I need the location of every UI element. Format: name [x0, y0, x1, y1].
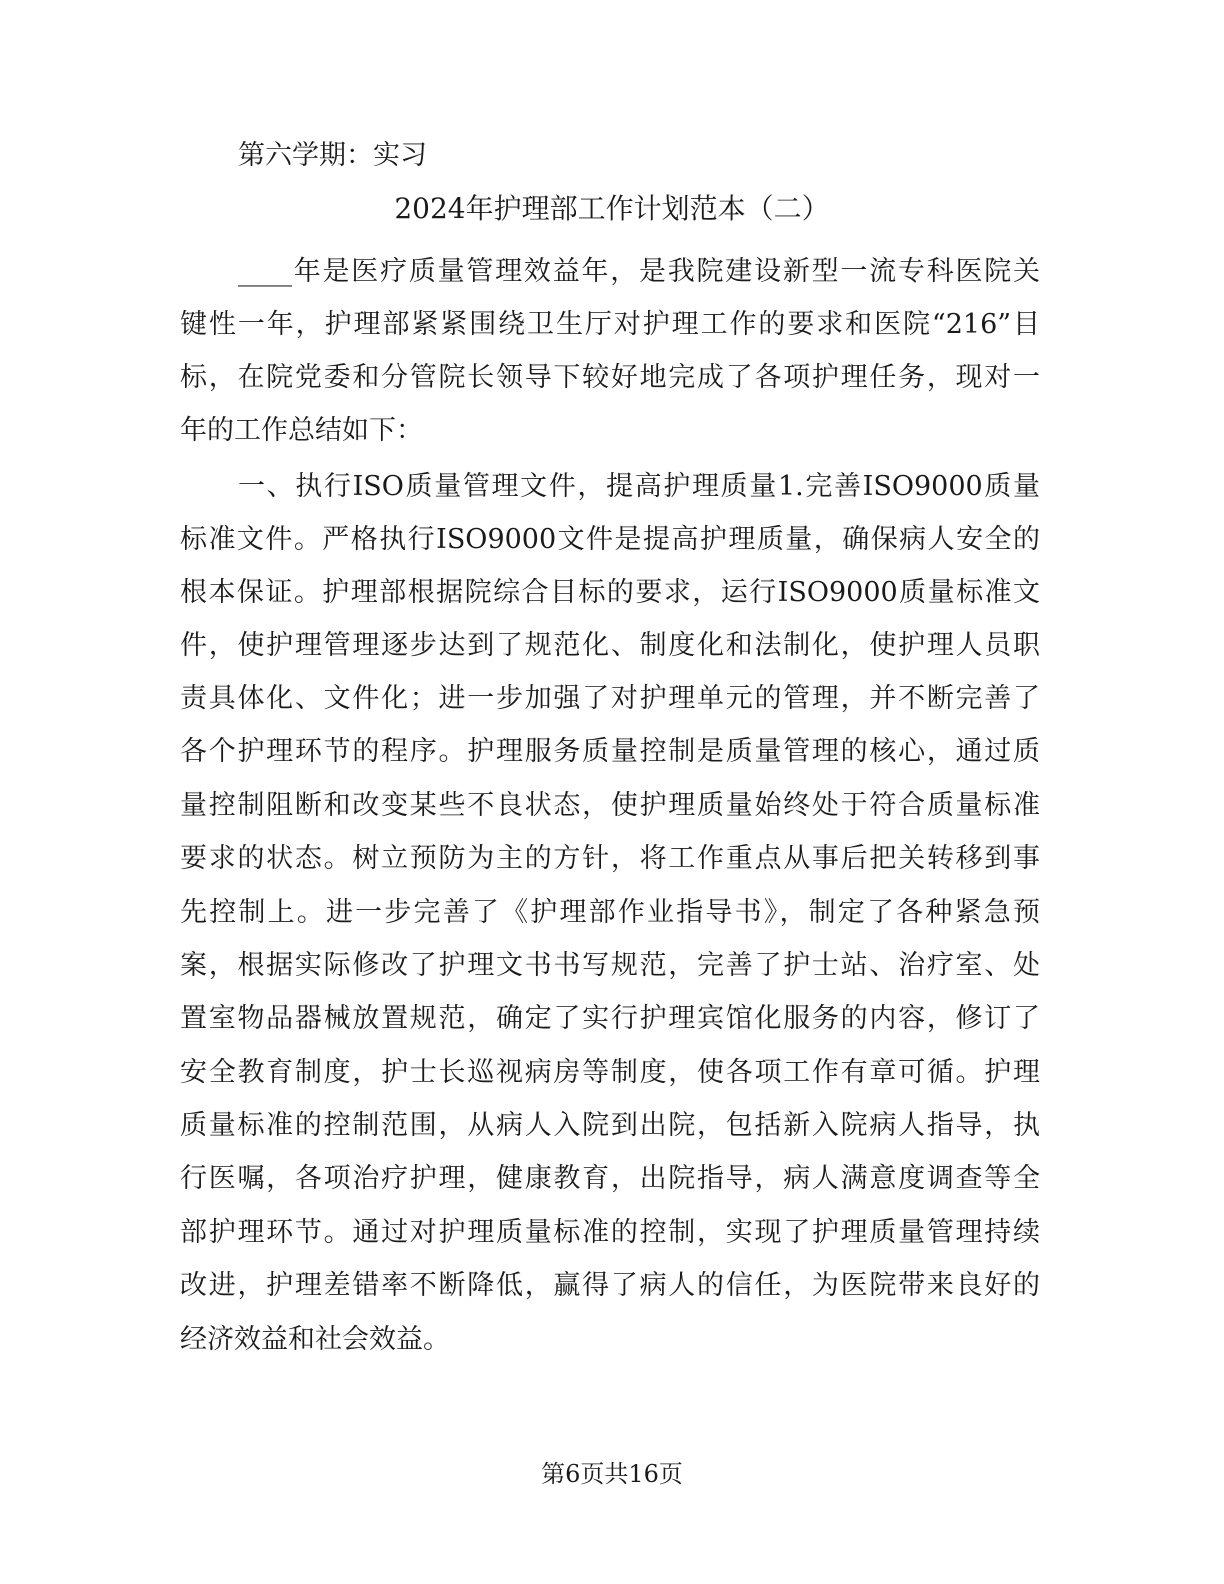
paragraph-2-line: 改进，护理差错率不断降低，赢得了病人的信任，为医院带来良好的	[180, 1270, 1040, 1301]
paragraph-1-line: ____年是医疗质量管理效益年，是我院建设新型一流专科医院关	[238, 256, 1040, 287]
semester-heading: 第六学期：实习	[238, 140, 427, 171]
paragraph-2-line: 行医嘱，各项治疗护理，健康教育，出院指导，病人满意度调查等全	[180, 1163, 1040, 1194]
paragraph-2-line: 根本保证。护理部根据院综合目标的要求，运行ISO9000质量标准文	[180, 577, 1040, 608]
paragraph-2-line: 件，使护理管理逐步达到了规范化、制度化和法制化，使护理人员职	[180, 630, 1040, 661]
paragraph-2-line: 量控制阻断和改变某些不良状态，使护理质量始终处于符合质量标准	[180, 790, 1040, 821]
paragraph-2-line: 案，根据实际修改了护理文书书写规范，完善了护士站、治疗室、处	[180, 950, 1040, 981]
paragraph-2-line: 质量标准的控制范围，从病人入院到出院，包括新入院病人指导，执	[180, 1110, 1040, 1141]
paragraph-2-line: 经济效益和社会效益。	[180, 1324, 450, 1355]
paragraph-2-line: 标准文件。严格执行ISO9000文件是提高护理质量，确保病人安全的	[180, 524, 1040, 555]
paragraph-2-line: 各个护理环节的程序。护理服务质量控制是质量管理的核心，通过质	[180, 736, 1040, 767]
paragraph-1-line: 年的工作总结如下：	[180, 415, 423, 446]
paragraph-2-line: 责具体化、文件化；进一步加强了对护理单元的管理，并不断完善了	[180, 683, 1040, 714]
paragraph-2-line: 置室物品器械放置规范，确定了实行护理宾馆化服务的内容，修订了	[180, 1003, 1040, 1034]
paragraph-1-line: 键性一年，护理部紧紧围绕卫生厅对护理工作的要求和医院“216”目	[180, 309, 1040, 340]
paragraph-2-line: 先控制上。进一步完善了《护理部作业指导书》，制定了各种紧急预	[180, 897, 1040, 928]
paragraph-2-line: 一、执行ISO质量管理文件，提高护理质量1.完善ISO9000质量	[238, 471, 1040, 502]
page-number-footer: 第6页共16页	[541, 1460, 683, 1488]
paragraph-2-line: 要求的状态。树立预防为主的方针，将工作重点从事后把关转移到事	[180, 843, 1040, 874]
paragraph-1-line: 标，在院党委和分管院长领导下较好地完成了各项护理任务，现对一	[180, 362, 1040, 393]
document-title: 2024年护理部工作计划范本（二）	[394, 192, 830, 225]
paragraph-2-line: 部护理环节。通过对护理质量标准的控制，实现了护理质量管理持续	[180, 1217, 1040, 1248]
paragraph-2-line: 安全教育制度，护士长巡视病房等制度，使各项工作有章可循。护理	[180, 1057, 1040, 1088]
